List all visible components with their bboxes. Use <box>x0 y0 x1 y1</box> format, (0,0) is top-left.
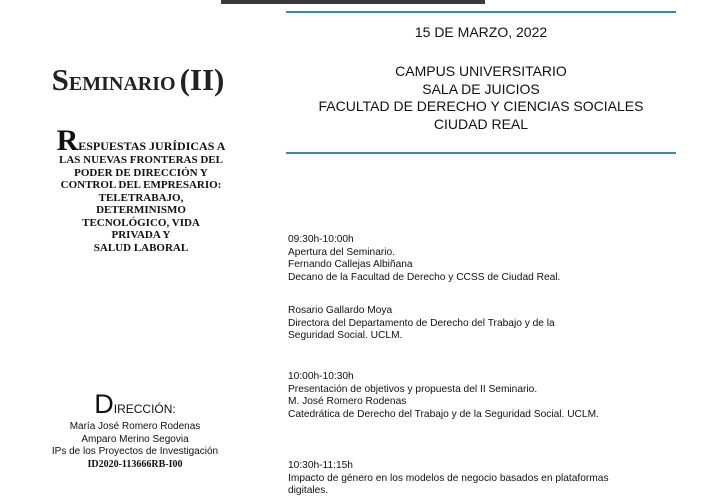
program-line: Fernando Callejas Albiñana <box>288 259 413 271</box>
event-date: 15 DE MARZO, 2022 <box>414 24 548 40</box>
seminar-title <box>0 64 276 95</box>
venue-line: CIUDAD REAL <box>433 115 529 132</box>
seminar-subject-first-line <box>26 124 256 157</box>
program-item <box>288 371 708 421</box>
program-line: Directora del Departamento de Derecho del Trabajo y de la <box>288 317 555 329</box>
venue-line: FACULTAD DE DERECHO Y CIENCIAS SOCIALES <box>318 98 644 114</box>
program-line: M. José Romero Rodenas <box>288 396 407 408</box>
director-name: Amparo Merino Segovia <box>81 433 189 445</box>
program-line: Presentación de objetivos y propuesta del II Seminario. <box>288 383 538 395</box>
program-time: 10:30h-11:15h <box>288 460 353 471</box>
program-time: 10:00h-10:30h <box>288 371 354 382</box>
direction-names <box>0 421 270 471</box>
seminar-number: (II) <box>179 62 225 97</box>
program-line: Catedrática de Derecho del Trabajo y de la Seguridad Social. UCLM. <box>288 408 599 420</box>
program-line: Seguridad Social. UCLM. <box>288 330 403 342</box>
program-line: Impacto de género en los modelos de negocio basados en plataformas <box>288 472 609 484</box>
projects-label: IPs de los Proyectos de Investigación <box>51 446 219 457</box>
direction-rest: IRECCIÓN: <box>113 402 176 416</box>
event-venue <box>286 63 676 133</box>
seminar-subject-body: LAS NUEVAS FRONTERAS DEL PODER DE DIRECCIÓN Y CONTROL DEL EMPRESARIO: TELETRABAJO, DETERMINISMO TECNOLÓGICO, VIDA PRIVADA Y SALUD LABORAL <box>59 154 223 254</box>
program-line: Rosario Gallardo Moya <box>288 305 393 316</box>
program-item <box>288 460 708 496</box>
direction-heading <box>0 391 270 417</box>
bottom-divider <box>286 152 676 154</box>
program-item <box>288 305 708 343</box>
venue-line: CAMPUS UNIVERSITARIO <box>395 63 567 79</box>
seminar-title-initial: S <box>51 62 69 97</box>
program-line: Decano de la Facultad de Derecho y CCSS de Ciudad Real. <box>288 271 561 283</box>
director-name: María José Romero Rodenas <box>69 421 201 432</box>
project-code: ID2020-113666RB-I00 <box>87 458 183 470</box>
seminar-subject <box>26 124 256 254</box>
venue-line: SALA DE JUICIOS <box>422 80 540 97</box>
direction-initial: D <box>94 389 114 419</box>
seminar-subject-initial: R <box>56 124 79 157</box>
program-time: 09:30h-10:00h <box>288 234 354 245</box>
top-divider <box>286 11 676 13</box>
program-line: digitales. <box>288 485 329 496</box>
direction-block <box>0 391 270 471</box>
program-item <box>288 234 708 284</box>
seminar-subject-first-rest: ESPUESTAS JURÍDICAS A <box>78 139 226 153</box>
seminar-title-rest: EMINARIO <box>68 73 176 95</box>
top-header-bar <box>221 0 485 4</box>
program-line: Apertura del Seminario. <box>288 246 396 258</box>
